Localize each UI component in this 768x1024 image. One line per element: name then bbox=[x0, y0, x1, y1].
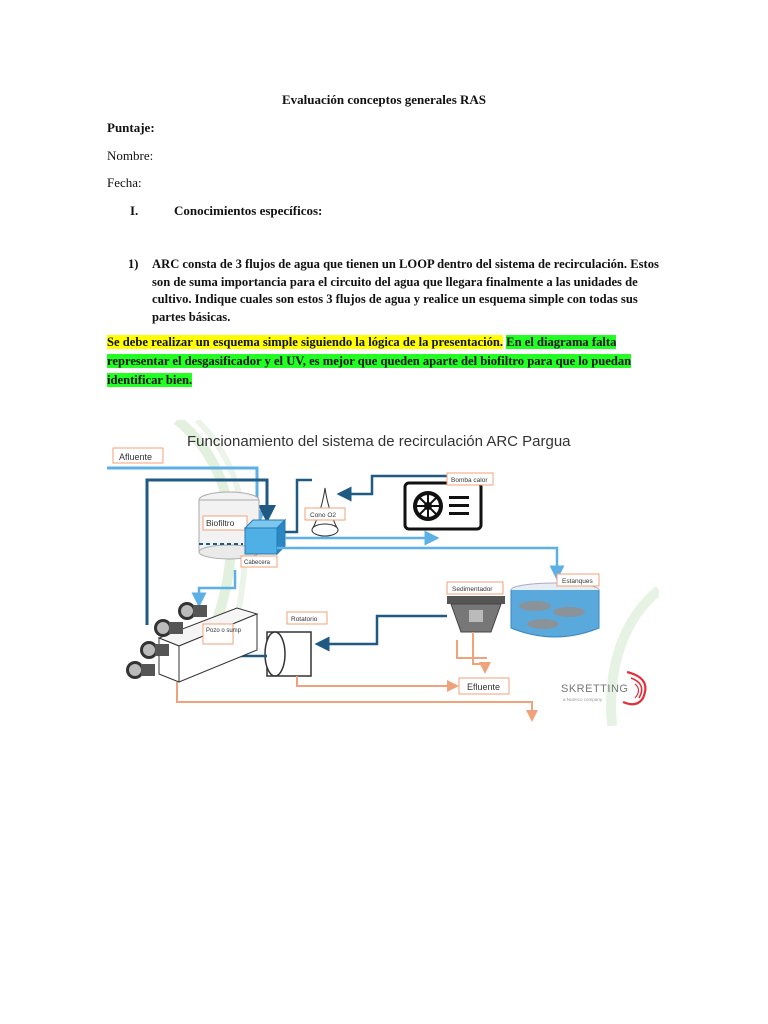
bomba-fan-blades-icon bbox=[417, 495, 439, 517]
cabecera-label: Cabecera bbox=[244, 560, 271, 566]
rotatorio-label: Rotatorio bbox=[291, 616, 318, 623]
question-line-1: ARC consta de 3 flujos de agua que tienen un LOOP dentro del sistema de recirculación. Estos bbox=[152, 257, 659, 271]
pump-icon bbox=[126, 661, 155, 679]
cono-o2-base bbox=[312, 524, 338, 536]
teacher-feedback bbox=[107, 333, 667, 390]
to-cono-line bbox=[285, 480, 312, 532]
sedimentador-top bbox=[447, 596, 505, 604]
question-line-4: partes básicas. bbox=[152, 309, 231, 324]
cabecera-cube bbox=[245, 528, 277, 554]
to-estanques-line bbox=[277, 548, 557, 578]
estanques-label: Estanques bbox=[562, 578, 593, 585]
bomba-label: Bomba calor bbox=[451, 477, 488, 484]
pump-icon bbox=[178, 602, 207, 620]
sedimentador-label: Sedimentador bbox=[452, 586, 493, 593]
section-heading bbox=[130, 203, 322, 219]
fish-icon bbox=[527, 619, 559, 629]
date-label: Fecha: bbox=[107, 175, 142, 190]
diagram-title: Funcionamiento del sistema de recirculación ARC Pargua bbox=[187, 433, 571, 450]
feedback-green-highlight: En el diagrama falta representar el desgasificador y el UV, es mejor que queden aparte del biofiltro para que lo puedan identificar bien. bbox=[107, 335, 632, 387]
skretting-logo-text: SKRETTING bbox=[561, 683, 629, 695]
question-line-2: son de suma importancia para el circuito del agua que llegara finalmente a las unidades de bbox=[152, 274, 638, 289]
rotatorio-drum bbox=[265, 632, 285, 676]
feedback-yellow-highlight: Se debe realizar un esquema simple siguiendo la lógica de la presentación. bbox=[107, 335, 504, 349]
section-roman-numeral: I. bbox=[130, 203, 139, 218]
sedimentador-efluente-line bbox=[473, 632, 485, 672]
fish-icon bbox=[519, 601, 551, 611]
sedimentador-to-rotatorio-line bbox=[317, 616, 447, 644]
sedimentador-inner bbox=[469, 610, 483, 622]
skretting-tagline: a Nutreco company bbox=[563, 697, 603, 702]
efluente-label: Efluente bbox=[467, 682, 501, 692]
question-line-3: cultivo. Indique cuales son estos 3 flujos de agua y realice un esquema simple con todas sus bbox=[152, 292, 638, 306]
green-swoosh-shape bbox=[611, 590, 659, 726]
score-label: Puntaje: bbox=[107, 120, 155, 135]
bomba-grille-icon bbox=[449, 504, 469, 507]
document-title: Evaluación conceptos generales RAS bbox=[281, 92, 487, 107]
cono-label: Cono O2 bbox=[310, 512, 337, 519]
ras-diagram bbox=[107, 420, 659, 726]
bomba-grille-icon bbox=[449, 512, 469, 515]
fish-icon bbox=[553, 607, 585, 617]
pozo-label: Pozo o sump bbox=[206, 628, 242, 634]
pozo-label-box bbox=[203, 624, 233, 644]
afluente-label: Afluente bbox=[119, 452, 153, 462]
name-label: Nombre: bbox=[107, 148, 154, 163]
question-number: 1) bbox=[128, 257, 139, 271]
bomba-grille-icon bbox=[449, 496, 469, 499]
ras-diagram-svg bbox=[107, 420, 659, 726]
section-title: Conocimientos específicos: bbox=[174, 203, 323, 218]
rotatorio-efluente-line bbox=[297, 676, 457, 686]
question-1 bbox=[128, 256, 668, 326]
biofiltro-label: Biofiltro bbox=[206, 518, 235, 528]
